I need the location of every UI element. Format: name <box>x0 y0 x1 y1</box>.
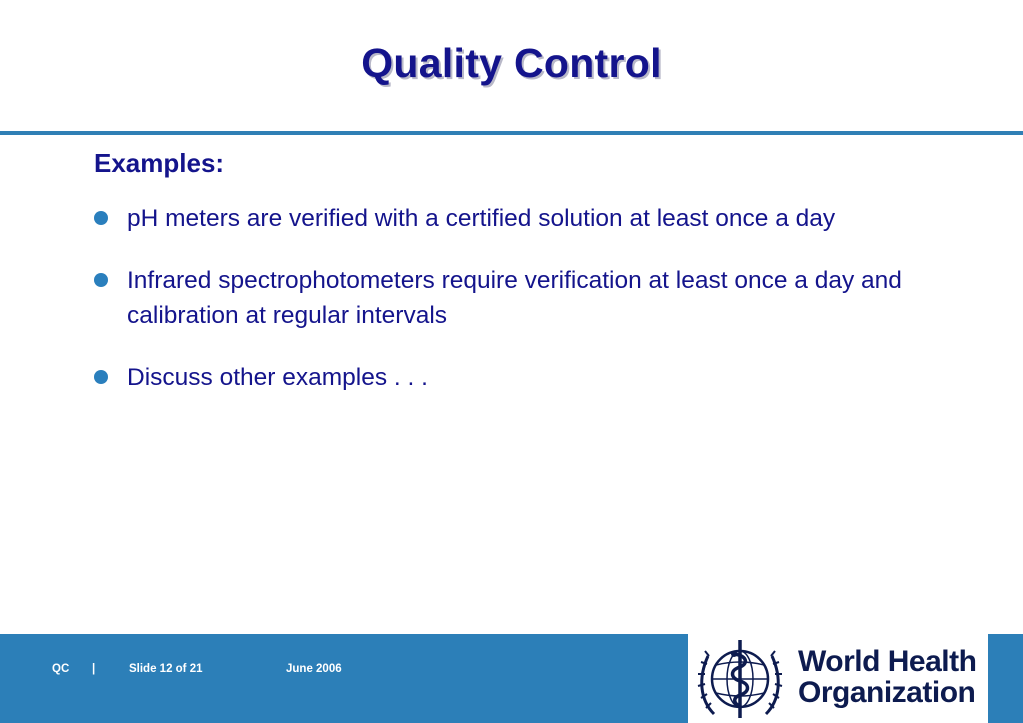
bullet-list <box>94 201 974 395</box>
bullet-item <box>94 360 974 395</box>
bullet-text: pH meters are verified with a certified solution at least once a day <box>127 205 836 232</box>
bullet-dot-icon <box>94 211 108 225</box>
bullet-dot-icon <box>94 273 108 287</box>
bullet-item <box>94 201 974 236</box>
logo-text-line1: World Health <box>798 645 977 678</box>
footer-date: June 2006 <box>286 663 342 675</box>
bullet-item <box>94 263 974 333</box>
bullet-text: Discuss other examples . . . <box>127 364 428 391</box>
footer-separator: | <box>92 663 96 675</box>
who-emblem-icon <box>694 634 786 723</box>
slide-content <box>94 148 974 422</box>
examples-heading: Examples: <box>94 148 225 178</box>
bullet-dot-icon <box>94 370 108 384</box>
bullet-text: Infrared spectrophotometers require verification at least once a day and calibration at regular intervals <box>127 267 902 329</box>
title-divider <box>0 131 1023 135</box>
logo-text-line2: Organization <box>798 676 976 709</box>
footer-slide-number: Slide 12 of 21 <box>129 663 203 675</box>
slide-title: Quality Control <box>361 40 662 86</box>
footer-section: QC <box>52 663 70 675</box>
